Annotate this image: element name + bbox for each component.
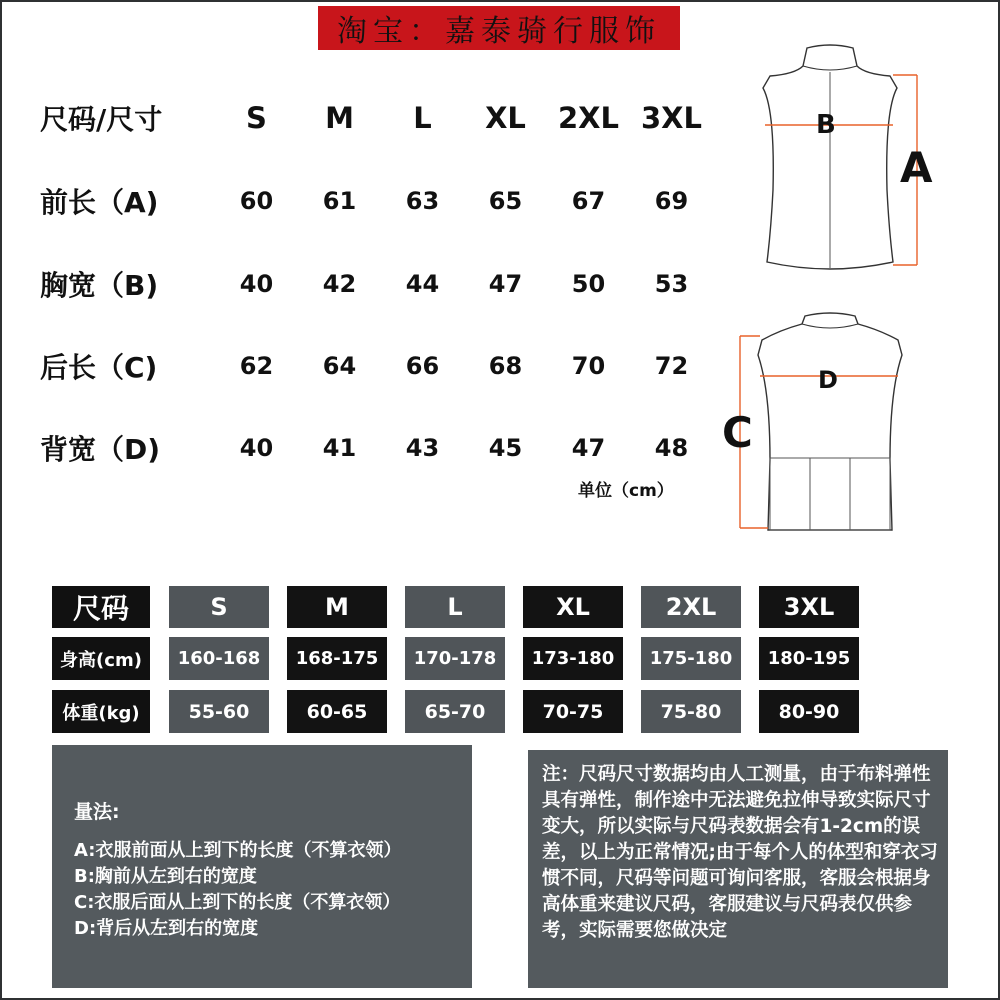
fit-weight-2xl: 75-80: [641, 690, 741, 733]
table-cell: 45: [488, 434, 523, 462]
size-col-m: M: [325, 101, 354, 135]
fit-height-label: 身高(cm): [52, 637, 150, 680]
table-cell: 68: [488, 352, 523, 380]
size-col-3xl: 3XL: [640, 101, 703, 135]
table-cell: 63: [405, 187, 440, 215]
size-col-l: L: [413, 101, 432, 135]
diagram-label-d: D: [818, 366, 838, 394]
fit-height-s: 160-168: [169, 637, 269, 680]
row-label: 后长（C): [40, 351, 158, 384]
fit-size-xl: XL: [523, 586, 623, 628]
table-cell: 42: [322, 270, 357, 298]
size-row-chest-width: [40, 264, 713, 304]
size-row-back-width: [40, 428, 713, 468]
diagram-label-b: B: [816, 110, 836, 140]
row-label: 胸宽（B): [40, 269, 159, 302]
table-cell: 41: [322, 434, 357, 462]
fit-height-2xl: 175-180: [641, 637, 741, 680]
table-cell: 47: [571, 434, 606, 462]
table-cell: 60: [239, 187, 274, 215]
table-cell: 62: [239, 352, 274, 380]
unit-label: 单位（cm）: [578, 481, 674, 501]
table-cell: 72: [654, 352, 689, 380]
table-cell: 44: [405, 270, 440, 298]
fit-size-2xl: 2XL: [641, 586, 741, 628]
fit-size-label: 尺码: [52, 586, 150, 628]
row-label: 背宽（D): [40, 433, 161, 466]
table-cell: 47: [488, 270, 523, 298]
table-cell: 65: [488, 187, 523, 215]
size-col-xl: XL: [485, 101, 526, 135]
measure-note-line: A:衣服前面从上到下的长度（不算衣领）: [74, 840, 402, 861]
fit-weight-m: 60-65: [287, 690, 387, 733]
table-cell: 40: [239, 434, 274, 462]
measure-note-line: C:衣服后面从上到下的长度（不算衣领）: [74, 892, 401, 913]
table-cell: 67: [571, 187, 606, 215]
measure-note: [52, 745, 472, 988]
fit-height-m: 168-175: [287, 637, 387, 680]
vest-back-diagram: [730, 310, 930, 540]
size-col-s: S: [246, 101, 267, 135]
fit-height-xl: 173-180: [523, 637, 623, 680]
row-label: 前长（A): [40, 186, 159, 219]
fit-weight-l: 65-70: [405, 690, 505, 733]
fit-size-m: M: [287, 586, 387, 628]
table-cell: 43: [405, 434, 440, 462]
diagram-label-a: A: [900, 143, 933, 192]
measure-note-line: B:胸前从左到右的宽度: [74, 866, 257, 887]
table-cell: 70: [571, 352, 606, 380]
fit-size-s: S: [169, 586, 269, 628]
table-cell: 66: [405, 352, 440, 380]
fit-weight-3xl: 80-90: [759, 690, 859, 733]
measure-note-line: D:背后从左到右的宽度: [74, 918, 259, 939]
table-cell: 53: [654, 270, 689, 298]
size-col-2xl: 2XL: [557, 101, 620, 135]
table-cell: 64: [322, 352, 357, 380]
fit-height-l: 170-178: [405, 637, 505, 680]
size-row-front-length: [40, 181, 713, 221]
shop-banner: 淘宝：嘉泰骑行服饰: [318, 6, 680, 50]
table-cell: 61: [322, 187, 357, 215]
table-cell: 69: [654, 187, 689, 215]
table-cell: 48: [654, 434, 689, 462]
fit-weight-s: 55-60: [169, 690, 269, 733]
size-row-back-length: [40, 346, 713, 386]
fit-weight-label: 体重(kg): [52, 690, 150, 733]
fit-height-3xl: 180-195: [759, 637, 859, 680]
disclaimer-note: [528, 750, 948, 988]
measure-note-title: 量法:: [74, 801, 120, 823]
table-cell: 40: [239, 270, 274, 298]
table-cell: 50: [571, 270, 606, 298]
disclaimer-text: 注：尺码尺寸数据均由人工测量，由于布料弹性具有弹性，制作途中无法避免拉伸导致实际尺寸变大，所以实际与尺码表数据会有1-2cm的误差，以上为正常情况;由于每个人的体型和穿衣习惯不同，尺码等问题可询问客服，客服会根据身高体重来建议尺码，客服建议与尺码表仅供参考，实际需要您做决定: [542, 764, 938, 941]
fit-size-l: L: [405, 586, 505, 628]
size-header-label: 尺码/尺寸: [40, 103, 163, 136]
diagram-label-c: C: [722, 408, 753, 457]
size-table-header: [40, 98, 713, 138]
fit-weight-xl: 70-75: [523, 690, 623, 733]
fit-size-3xl: 3XL: [759, 586, 859, 628]
